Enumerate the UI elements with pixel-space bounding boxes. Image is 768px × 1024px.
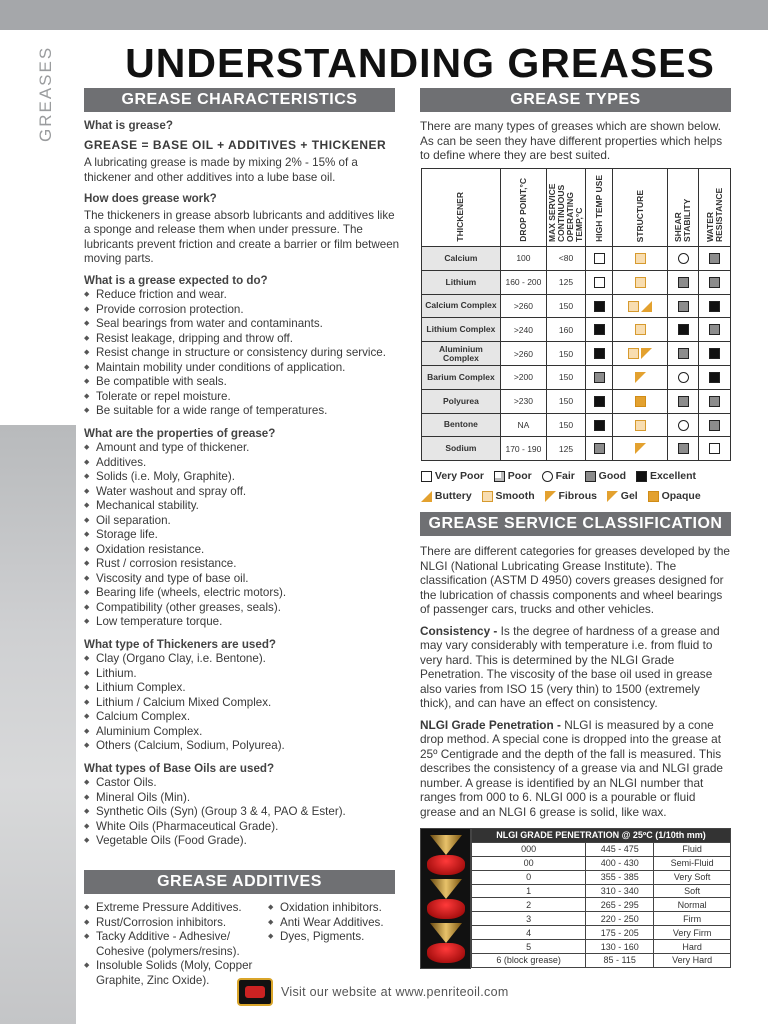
smooth-icon [628, 301, 639, 312]
thickener-cell: Bentone [422, 413, 501, 437]
gel-icon [635, 372, 646, 383]
excellent-icon [594, 396, 605, 407]
column-header: DROP POINT,°C [500, 169, 546, 247]
list-item: ◆ Mechanical stability. [84, 499, 400, 514]
table-row [422, 342, 731, 366]
page-title: UNDERSTANDING GREASES [125, 40, 715, 86]
grade-cell: 6 (block grease) [472, 954, 586, 968]
grade-cell: 5 [472, 940, 586, 954]
buttery-icon [641, 301, 652, 312]
excellent-icon [594, 420, 605, 431]
list-item: ◆ Mineral Oils (Min). [84, 791, 400, 806]
good-icon [678, 396, 689, 407]
characteristics-heading: GREASE CHARACTERISTICS [84, 88, 395, 112]
thickener-cell: Barium Complex [422, 365, 501, 389]
column-header: WATER RESISTANCE [699, 169, 731, 247]
nlgi-table-body [472, 842, 731, 967]
table-row [472, 884, 731, 898]
penetration-cell: 220 - 250 [586, 912, 654, 926]
shear-cell [667, 247, 699, 271]
list-item: ◆ Be suitable for a wide range of temperatures. [84, 404, 400, 419]
column-header: THICKENER [422, 169, 501, 247]
grease-types-header [422, 169, 731, 247]
list-item: ◆ Seal bearings from water and contaminants. [84, 317, 400, 332]
column-header: SHEAR STABILITY [667, 169, 699, 247]
shear-cell [667, 389, 699, 413]
list-item: ◆ Insoluble Solids (Moly, Copper Graphite, Zinc Oxide). [84, 959, 266, 988]
thickener-cell: Aluminium Complex [422, 342, 501, 366]
thickener-cell: Calcium [422, 247, 501, 271]
list-thickeners [84, 652, 400, 754]
list-item: ◆ Reduce friction and wear. [84, 288, 400, 303]
paragraph-how-work: The thickeners in grease absorb lubricants and additives like a sponge and release them when under pressure. The lubricants prevent friction and create a barrier or film between moving parts. [84, 208, 400, 265]
nlgi-table [471, 828, 731, 968]
shear-cell [667, 294, 699, 318]
service-paragraph: There are different categories for greases developed by the NLGI (National Lubricating Grease Institute). The classification (ASTM D 4950) covers greases designed for the lubrication of chassis components and wheel bearings of passenger cars, trucks and other vehicles. [420, 544, 730, 616]
good-icon [678, 301, 689, 312]
shear-cell [667, 270, 699, 294]
list-item: ◆ Rust / corrosion resistance. [84, 557, 400, 572]
penetration-cell: 130 - 160 [586, 940, 654, 954]
penrite-logo[interactable] [237, 978, 273, 1006]
drop-point-cell: >230 [500, 389, 546, 413]
excellent-icon [709, 348, 720, 359]
good-icon [709, 253, 720, 264]
additives-right [268, 901, 403, 945]
excellent-icon [636, 471, 647, 482]
list-base-oils [84, 776, 400, 849]
penetration-cell: 310 - 340 [586, 884, 654, 898]
thickener-cell: Calcium Complex [422, 294, 501, 318]
gel-icon [607, 491, 618, 502]
structure-cell [613, 389, 668, 413]
nlgi-table-header: NLGI GRADE PENETRATION @ 25ºC (1/10th mm) [472, 829, 731, 843]
list-item: ◆ Anti Wear Additives. [268, 916, 403, 931]
column-header: STRUCTURE [613, 169, 668, 247]
smooth-icon [635, 253, 646, 264]
max-temp-cell: 125 [547, 270, 586, 294]
question-how-work: How does grease work? [84, 192, 217, 205]
cone-icon [427, 835, 465, 875]
list-additives-right [268, 901, 403, 945]
very-poor-icon [594, 277, 605, 288]
column-header: MAX SERVICE CONTINUOUS OPERATING TEMP,°C [547, 169, 586, 247]
description-cell: Hard [654, 940, 731, 954]
smooth-icon [635, 324, 646, 335]
excellent-icon [594, 301, 605, 312]
excellent-icon [594, 324, 605, 335]
penetration-cell: 265 - 295 [586, 898, 654, 912]
smooth-icon [482, 491, 493, 502]
legend-rating: Very Poor Poor Fair Good Excellent [421, 470, 703, 482]
good-icon [709, 277, 720, 288]
types-heading: GREASE TYPES [420, 88, 731, 112]
side-label: GREASES [36, 45, 55, 142]
high-temp-cell [585, 318, 612, 342]
cone-icon [427, 879, 465, 919]
water-cell [699, 365, 731, 389]
table-row [472, 954, 731, 968]
shear-cell [667, 318, 699, 342]
fibrous-icon [545, 491, 556, 502]
list-item: ◆ Vegetable Oils (Food Grade). [84, 834, 400, 849]
drop-point-cell: >260 [500, 342, 546, 366]
excellent-icon [678, 324, 689, 335]
question-base-oils: What types of Base Oils are used? [84, 761, 275, 775]
list-item: ◆ Others (Calcium, Sodium, Polyurea). [84, 739, 400, 754]
structure-cell [613, 365, 668, 389]
cone-penetration-image [420, 828, 471, 969]
table-row [422, 318, 731, 342]
good-icon [594, 443, 605, 454]
column-header: HIGH TEMP USE [585, 169, 612, 247]
drop-point-cell: 170 - 190 [500, 437, 546, 461]
good-icon [678, 277, 689, 288]
grade-cell: 000 [472, 842, 586, 856]
fibrous-icon [641, 348, 652, 359]
excellent-icon [709, 372, 720, 383]
shear-cell [667, 413, 699, 437]
list-item: ◆ Tolerate or repel moisture. [84, 390, 400, 405]
list-expected [84, 288, 400, 419]
grease-formula: GREASE = BASE OIL + ADDITIVES + THICKENER [84, 137, 387, 152]
table-row [472, 940, 731, 954]
question-properties: What are the properties of grease? [84, 426, 276, 440]
structure-cell [613, 247, 668, 271]
water-cell [699, 413, 731, 437]
excellent-icon [709, 301, 720, 312]
description-cell: Soft [654, 884, 731, 898]
grease-types-body [422, 247, 731, 461]
max-temp-cell: 150 [547, 389, 586, 413]
table-row [422, 270, 731, 294]
excellent-icon [594, 348, 605, 359]
list-item: ◆ Lithium Complex. [84, 681, 400, 696]
high-temp-cell [585, 270, 612, 294]
structure-cell [613, 294, 668, 318]
list-item: ◆ Rust/Corrosion inhibitors. [84, 916, 266, 931]
good-icon [585, 471, 596, 482]
grease-types-table [421, 168, 731, 461]
table-row [422, 365, 731, 389]
footer-website[interactable]: Visit our website at www.penriteoil.com [281, 985, 509, 999]
list-item: ◆ Water washout and spray off. [84, 485, 400, 500]
list-item: ◆ Resist change in structure or consistency during service. [84, 346, 400, 361]
water-cell [699, 270, 731, 294]
fair-icon [678, 253, 689, 264]
list-item: ◆ White Oils (Pharmaceutical Grade). [84, 820, 400, 835]
max-temp-cell: 150 [547, 342, 586, 366]
grade-cell: 4 [472, 926, 586, 940]
high-temp-cell [585, 342, 612, 366]
grade-cell: 00 [472, 856, 586, 870]
list-item: ◆ Oxidation resistance. [84, 543, 400, 558]
structure-cell [613, 342, 668, 366]
list-item: ◆ Compatibility (other greases, seals). [84, 601, 400, 616]
table-row [422, 389, 731, 413]
list-item: ◆ Resist leakage, dripping and throw off. [84, 332, 400, 347]
table-row [472, 912, 731, 926]
list-item: ◆ Extreme Pressure Additives. [84, 901, 266, 916]
drop-point-cell: 100 [500, 247, 546, 271]
table-row [422, 247, 731, 271]
characteristics-section [84, 119, 400, 849]
opaque-icon [648, 491, 659, 502]
high-temp-cell [585, 389, 612, 413]
cone-icon [427, 923, 465, 963]
list-item: ◆ Provide corrosion protection. [84, 303, 400, 318]
question-expected: What is a grease expected to do? [84, 273, 268, 287]
smooth-icon [628, 348, 639, 359]
thickener-cell: Sodium [422, 437, 501, 461]
penetration-cell: 400 - 430 [586, 856, 654, 870]
max-temp-cell: 150 [547, 294, 586, 318]
table-row [422, 294, 731, 318]
water-cell [699, 294, 731, 318]
high-temp-cell [585, 247, 612, 271]
penetration-cell: 175 - 205 [586, 926, 654, 940]
description-cell: Semi-Fluid [654, 856, 731, 870]
list-item: ◆ Oil separation. [84, 514, 400, 529]
additives-heading: GREASE ADDITIVES [84, 870, 395, 894]
opaque-icon [635, 396, 646, 407]
table-row [472, 870, 731, 884]
thickener-cell: Lithium Complex [422, 318, 501, 342]
list-item: ◆ Synthetic Oils (Syn) (Group 3 & 4, PAO & Ester). [84, 805, 400, 820]
structure-cell [613, 318, 668, 342]
good-icon [678, 348, 689, 359]
drop-point-cell: 160 - 200 [500, 270, 546, 294]
grade-cell: 0 [472, 870, 586, 884]
high-temp-cell [585, 294, 612, 318]
list-item: ◆ Amount and type of thickener. [84, 441, 400, 456]
list-item: ◆ Dyes, Pigments. [268, 930, 403, 945]
question-what-is-grease: What is grease? [84, 119, 173, 132]
high-temp-cell [585, 437, 612, 461]
list-item: ◆ Lithium / Calcium Mixed Complex. [84, 696, 400, 711]
description-cell: Very Hard [654, 954, 731, 968]
drop-point-cell: NA [500, 413, 546, 437]
smooth-icon [635, 277, 646, 288]
max-temp-cell: 125 [547, 437, 586, 461]
service-heading: GREASE SERVICE CLASSIFICATION [420, 512, 731, 536]
list-item: ◆ Tacky Additive - Adhesive/ Cohesive (polymers/resins). [84, 930, 266, 959]
water-cell [699, 247, 731, 271]
max-temp-cell: 160 [547, 318, 586, 342]
list-item: ◆ Castor Oils. [84, 776, 400, 791]
drop-point-cell: >240 [500, 318, 546, 342]
good-icon [709, 420, 720, 431]
shear-cell [667, 342, 699, 366]
table-row [472, 926, 731, 940]
good-icon [678, 443, 689, 454]
fair-icon [542, 471, 553, 482]
water-cell [699, 342, 731, 366]
list-item: ◆ Clay (Organo Clay, i.e. Bentone). [84, 652, 400, 667]
grade-cell: 1 [472, 884, 586, 898]
consistency-paragraph: Consistency - Is the degree of hardness of a grease and may vary considerably with temperature i.e. from fluid to very hard. This is determined by the NLGI Grade Penetration. The viscosity of the base oil used in grease also varies from ISO 15 (very thin) to 1500 (extremely thick), and can have an effect on consistency. [420, 623, 720, 710]
description-cell: Fluid [654, 842, 731, 856]
penetration-cell: 85 - 115 [586, 954, 654, 968]
list-item: ◆ Lithium. [84, 667, 400, 682]
thickener-cell: Polyurea [422, 389, 501, 413]
structure-cell [613, 413, 668, 437]
description-cell: Normal [654, 898, 731, 912]
legend-structure: Buttery Smooth Fibrous Gel Opaque [421, 490, 708, 502]
list-item: ◆ Maintain mobility under conditions of application. [84, 361, 400, 376]
high-temp-cell [585, 365, 612, 389]
list-item: ◆ Storage life. [84, 528, 400, 543]
shear-cell [667, 437, 699, 461]
very-poor-icon [709, 443, 720, 454]
types-intro: There are many types of greases which are shown below. As can be seen they have different properties which helps to define where they are best suited. [420, 119, 723, 162]
nlgi-paragraph: NLGI Grade Penetration - NLGI is measured by a cone drop method. A special cone is dropped into the grease at 25º Centigrade and the depth of the fall is measured. This describes the consistency of a grease via and NLGI grade number. A grease is identified by an NLGI number that ranges from 000 to 6. NLGI 000 is a pourable or fluid grease and an NLGI 6 grease is solid, like wax. [420, 717, 723, 819]
max-temp-cell: 150 [547, 365, 586, 389]
good-icon [709, 396, 720, 407]
table-row [422, 413, 731, 437]
list-item: ◆ Be compatible with seals. [84, 375, 400, 390]
thickener-cell: Lithium [422, 270, 501, 294]
grade-cell: 3 [472, 912, 586, 926]
list-item: ◆ Bearing life (wheels, electric motors). [84, 586, 400, 601]
side-texture [0, 425, 76, 1024]
list-item: ◆ Solids (i.e. Moly, Graphite). [84, 470, 400, 485]
high-temp-cell [585, 413, 612, 437]
description-cell: Very Firm [654, 926, 731, 940]
penetration-cell: 445 - 475 [586, 842, 654, 856]
structure-cell [613, 270, 668, 294]
gel-icon [635, 443, 646, 454]
drop-point-cell: >200 [500, 365, 546, 389]
buttery-icon [421, 491, 432, 502]
list-item: ◆ Oxidation inhibitors. [268, 901, 403, 916]
table-row [472, 898, 731, 912]
description-cell: Very Soft [654, 870, 731, 884]
very-poor-icon [421, 471, 432, 482]
list-properties [84, 441, 400, 630]
list-additives-left [84, 901, 266, 988]
poor-icon [494, 471, 505, 482]
question-thickeners: What type of Thickeners are used? [84, 637, 276, 651]
structure-cell [613, 437, 668, 461]
water-cell [699, 318, 731, 342]
water-cell [699, 389, 731, 413]
additives-left [84, 901, 266, 988]
fair-icon [678, 420, 689, 431]
table-row [472, 842, 731, 856]
drop-point-cell: >260 [500, 294, 546, 318]
list-item: ◆ Additives. [84, 456, 400, 471]
paragraph-mixing: A lubricating grease is made by mixing 2% - 15% of a thickener and other additives into a lube base oil. [84, 156, 358, 184]
max-temp-cell: 150 [547, 413, 586, 437]
list-item: ◆ Aluminium Complex. [84, 725, 400, 740]
grade-cell: 2 [472, 898, 586, 912]
good-icon [709, 324, 720, 335]
list-item: ◆ Low temperature torque. [84, 615, 400, 630]
very-poor-icon [594, 253, 605, 264]
penetration-cell: 355 - 385 [586, 870, 654, 884]
table-row [472, 856, 731, 870]
list-item: ◆ Calcium Complex. [84, 710, 400, 725]
water-cell [699, 437, 731, 461]
fair-icon [678, 372, 689, 383]
list-item: ◆ Viscosity and type of base oil. [84, 572, 400, 587]
description-cell: Firm [654, 912, 731, 926]
service-section [420, 544, 734, 819]
smooth-icon [635, 420, 646, 431]
shear-cell [667, 365, 699, 389]
max-temp-cell: <80 [547, 247, 586, 271]
good-icon [594, 372, 605, 383]
table-row [422, 437, 731, 461]
